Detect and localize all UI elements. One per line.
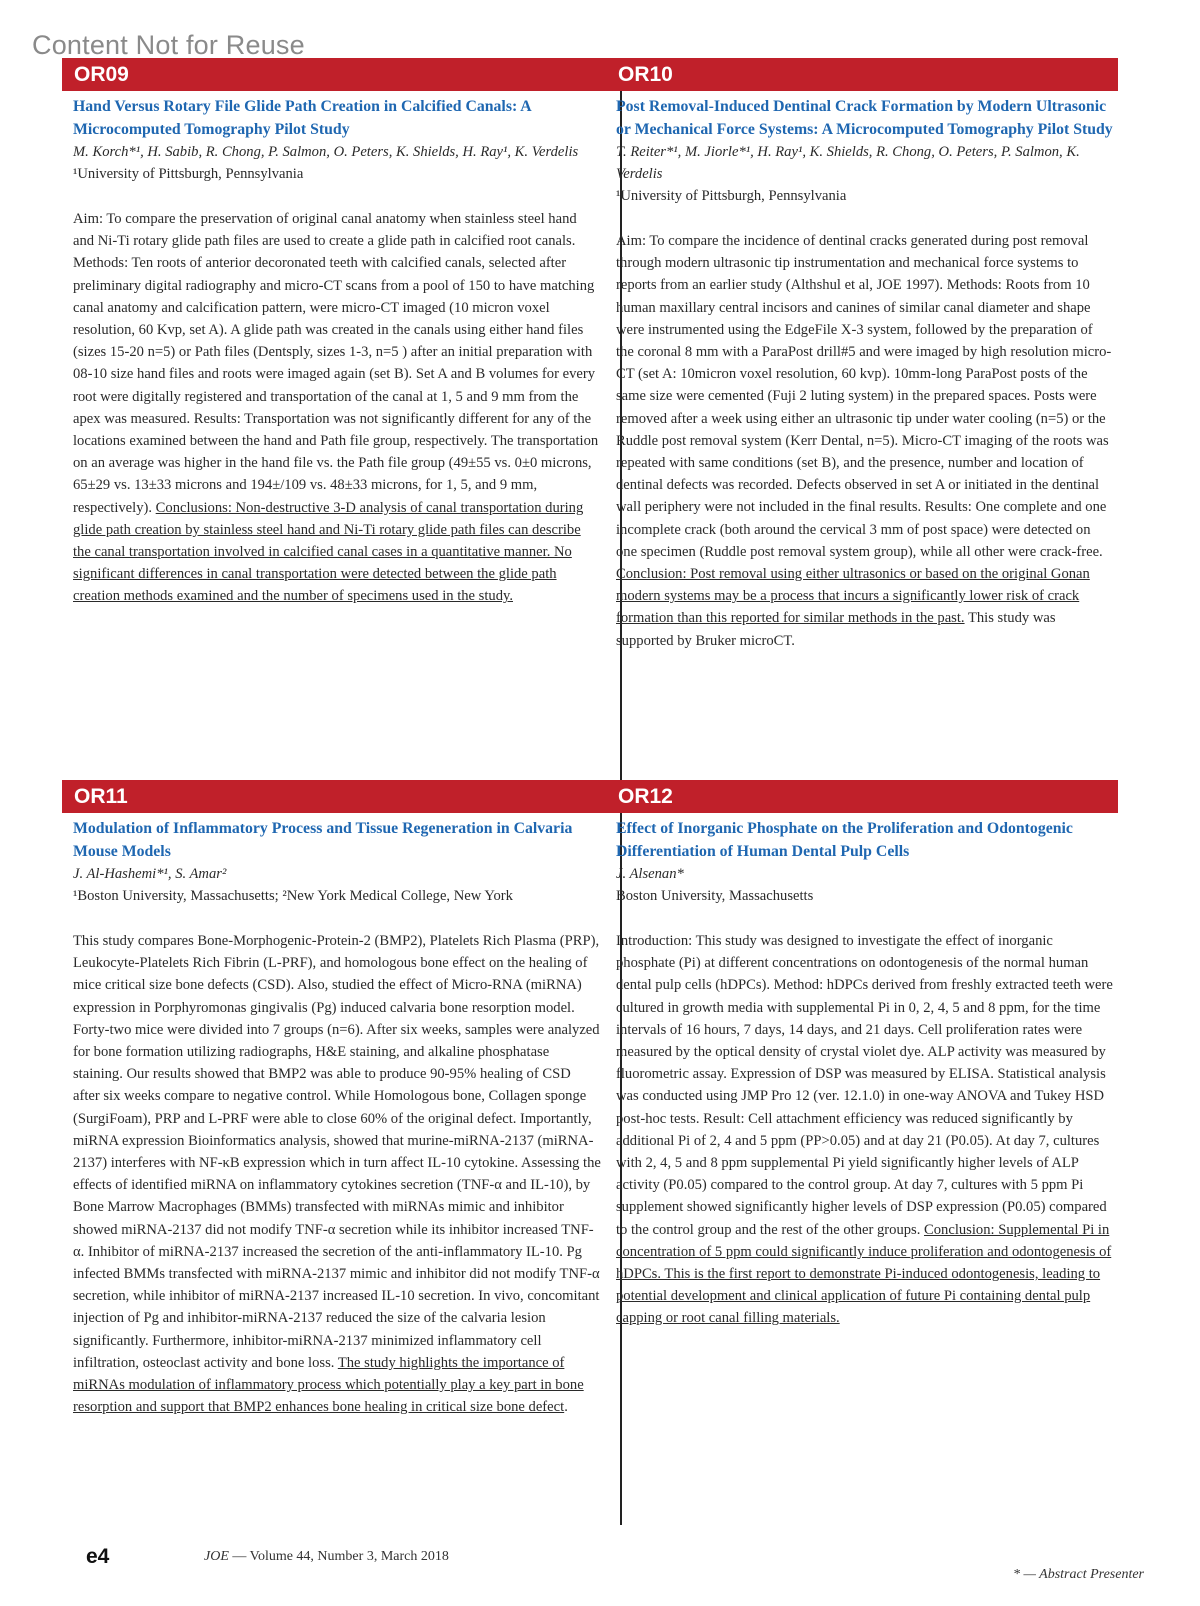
- abstract-body: [73, 930, 601, 1418]
- abstract-header-or12: OR12: [606, 780, 1118, 813]
- abstract-body: [616, 230, 1114, 652]
- abstract-trailing-text: This study was supported by Bruker microCT.: [616, 610, 1056, 649]
- abstract-title: Post Removal-Induced Dentinal Crack Formation by Modern Ultrasonic or Mechanical Force Systems: A Microcomputed Tomography Pilot Study: [616, 98, 1113, 138]
- abstract-header-or10: OR10: [606, 58, 1118, 91]
- abstract-authors: T. Reiter*¹, M. Jiorle*¹, H. Ray¹, K. Shields, R. Chong, O. Peters, P. Salmon, K. Verdelis: [616, 144, 1080, 182]
- abstract-title: Effect of Inorganic Phosphate on the Proliferation and Odontogenic Differentiation of Human Dental Pulp Cells: [616, 820, 1073, 860]
- abstract-conclusion: Conclusion: Supplemental Pi in concentration of 5 ppm could significantly induce proliferation and odontogenesis of hDPCs. This is the first report to demonstrate Pi-induced odontogenesis, leading to potential development and clinical application of future Pi containing dental pulp capping or root canal filling materials.: [616, 1221, 1112, 1327]
- journal-issue: — Volume 44, Number 3, March 2018: [228, 1549, 449, 1564]
- abstract-body: [73, 208, 601, 608]
- abstract-conclusion: The study highlights the importance of miRNAs modulation of inflammatory process which potentially play a key part in bone resorption and support that BMP2 enhances bone healing in critical size bone defect: [73, 1354, 584, 1416]
- abstract-header-or09: OR09: [62, 58, 620, 91]
- watermark: Content Not for Reuse: [32, 30, 305, 60]
- presenter-footnote: * — Abstract Presenter: [1012, 1567, 1144, 1582]
- abstract-authors: J. Al-Hashemi*¹, S. Amar²: [73, 866, 227, 882]
- journal-abbrev: JOE: [204, 1549, 229, 1564]
- abstract-affiliation: ¹University of Pittsburgh, Pennsylvania: [73, 166, 304, 182]
- abstract-affiliation: ¹Boston University, Massachusetts; ²New York Medical College, New York: [73, 888, 513, 904]
- abstract-conclusion: Conclusion: Post removal using either ultrasonics or based on the original Gonan modern systems may be a process that incurs a significantly lower risk of crack formation than this reported for similar methods in the past.: [616, 566, 1090, 627]
- abstract-or09: [73, 95, 601, 608]
- abstract-or10: [616, 95, 1114, 652]
- page-number: e4: [86, 1545, 110, 1568]
- abstract-title: Hand Versus Rotary File Glide Path Creation in Calcified Canals: A Microcomputed Tomography Pilot Study: [73, 98, 531, 138]
- abstract-affiliation: Boston University, Massachusetts: [616, 888, 814, 904]
- abstract-authors: J. Alsenan*: [616, 866, 684, 882]
- abstract-text: Aim: To compare the preservation of original canal anatomy when stainless steel hand and Ni-Ti rotary glide path files are used to create a glide path in calcified root canals. Methods: Ten roots of anterior decoronated teeth with calcified canals, selected after preliminary digital radiography and micro-CT scans from a pool of 150 to have matching canal anatomy and calcification pattern, were micro-CT imaged (10 micron voxel resolution, 60 Kvp, set A). A glide path was created in the canals using either hand files (sizes 15-20 n=5) or Path files (Dentsply, sizes 1-3, n=5 ) after an initial preparation with 08-10 size hand files and roots were imaged again (set B). Set A and B volumes for every root were digitally registered and transportation of the canal at 1, 5 and 9 mm from the apex was measured. Results: Transportation was not significantly different for any of the locations examined between the hand and Path file group, respectively. The transportation on an average was higher in the hand file vs. the Path file group (49±55 vs. 0±0 microns, 65±29 vs. 13±33 microns and 194±/109 vs. 48±33 microns, for 1, 5, and 9 mm, respectively).: [73, 211, 599, 516]
- abstract-header-or11: OR11: [62, 780, 620, 813]
- abstract-authors: M. Korch*¹, H. Sabib, R. Chong, P. Salmon, O. Peters, K. Shields, H. Ray¹, K. Verdelis: [73, 144, 579, 160]
- abstract-or11: [73, 817, 601, 1418]
- abstract-affiliation: ¹University of Pittsburgh, Pennsylvania: [616, 188, 847, 204]
- abstract-text: Introduction: This study was designed to investigate the effect of inorganic phosphate (Pi) at different concentrations on odontogenesis of the normal human dental pulp cells (hDPCs). Method: hDPCs derived from freshly extracted teeth were cultured in growth media with supplemental Pi in 0, 2, 4, 5 and 8 ppm, for the time intervals of 16 hours, 7 days, 14 days, and 21 days. Cell proliferation rates were measured by the optical density of crystal violet dye. ALP activity was measured by fluorometric assay. Expression of DSP was measured by ELISA. Statistical analysis was conducted using JMP Pro 12 (ver. 12.1.0) in one-way ANOVA and Tukey HSD post-hoc tests. Result: Cell attachment efficiency was reduced significantly by additional Pi of 2, 4 and 5 ppm (PP>0.05) and at day 21 (P0.05). At day 7, cultures with 2, 4, 5 and 8 ppm supplemental Pi yield significantly higher levels of ALP activity (P0.05) compared to the control group. At day 7, cultures with 5 ppm Pi supplement showed significantly higher levels of DSP expression (P0.05) compared to the control group and the rest of the other groups.: [616, 933, 1113, 1238]
- abstract-or12: [616, 817, 1114, 1330]
- abstract-body: [616, 930, 1114, 1330]
- abstract-conclusion: Conclusions: Non-destructive 3-D analysis of canal transportation during glide path creation by stainless steel hand and Ni-Ti rotary glide path files can describe the canal transportation involved in calcified canal cases in a quantitative manner. No significant differences in canal transportation were detected between the glide path creation methods examined and the number of specimens used in the study.: [73, 499, 584, 605]
- journal-citation: [204, 1549, 449, 1565]
- abstract-text: Aim: To compare the incidence of dentinal cracks generated during post removal through modern ultrasonic tip instrumentation and mechanical force systems to reports from an earlier study (Althshul et al, JOE 1997). Methods: Roots from 10 human maxillary central incisors and canines of similar canal diameter and shape were instrumented using the EdgeFile X-3 system, followed by the preparation of the coronal 8 mm with a ParaPost drill#5 and were imaged by high resolution micro-CT (set A: 10micron voxel resolution, 60 kvp). 10mm-long ParaPost posts of the same size were cemented (Fuji 2 luting system) in the prepared spaces. Posts were removed after a week using either an ultrasonic tip under water cooling (n=5) or the Ruddle post removal system (Kerr Dental, n=5). Micro-CT imaging of the roots was repeated with same conditions (set B), and the presence, number and location of dentinal defects was recorded. Defects observed in set A or initiated in the dentinal wall periphery were not included in the final results. Results: One complete and one incomplete crack (both around the cervical 3 mm of post space) were detected on one specimen (Ruddle post removal system group), while all other were crack-free.: [616, 233, 1112, 560]
- abstract-trailing-text: .: [564, 1399, 568, 1416]
- abstract-text: This study compares Bone-Morphogenic-Protein-2 (BMP2), Platelets Rich Plasma (PRP), Leukocyte-Platelets Rich Fibrin (L-PRF), and homologous bone effect on the healing of mice critical size bone defects (CSD). Also, studied the effect of Micro-RNA (miRNA) expression in Porphyromonas gingivalis (Pg) induced calvaria bone resorption model. Forty-two mice were divided into 7 groups (n=6). After six weeks, samples were analyzed for bone formation utilizing radiographs, H&E staining, and alkaline phosphatase staining. Our results showed that BMP2 was able to produce 90-95% healing of CSD after six weeks compare to negative control. While Homologous bone, Collagen sponge (SurgiFoam), PRP and L-PRF were able to close 60% of the original defect. Importantly, miRNA expression Bioinformatics analysis, showed that murine-miRNA-2137 (miRNA-2137) interferes with NF-κB expression which in turn affect IL-10 cytokine. Assessing the effects of identified miRNA on inflammatory cytokines secretion (TNF-α and IL-10), by Bone Marrow Macrophages (BMMs) transfected with miRNAs mimic and inhibitor showed miRNA-2137 did not modify TNF-α secretion while its inhibitor increased TNF-α. Inhibitor of miRNA-2137 increased the secretion of the anti-inflammatory IL-10. Pg infected BMMs transfected with miRNA-2137 mimic and inhibitor did not modify TNF-α secretion, while inhibitor of miRNA-2137 increased IL-10 secretion. In vivo, concomitant injection of Pg and inhibitor-miRNA-2137 reduced the size of the calvaria lesion significantly. Furthermore, inhibitor-miRNA-2137 minimized inflammatory cell infiltration, osteoclast activity and bone loss.: [73, 933, 601, 1371]
- abstract-title: Modulation of Inflammatory Process and Tissue Regeneration in Calvaria Mouse Models: [73, 820, 573, 860]
